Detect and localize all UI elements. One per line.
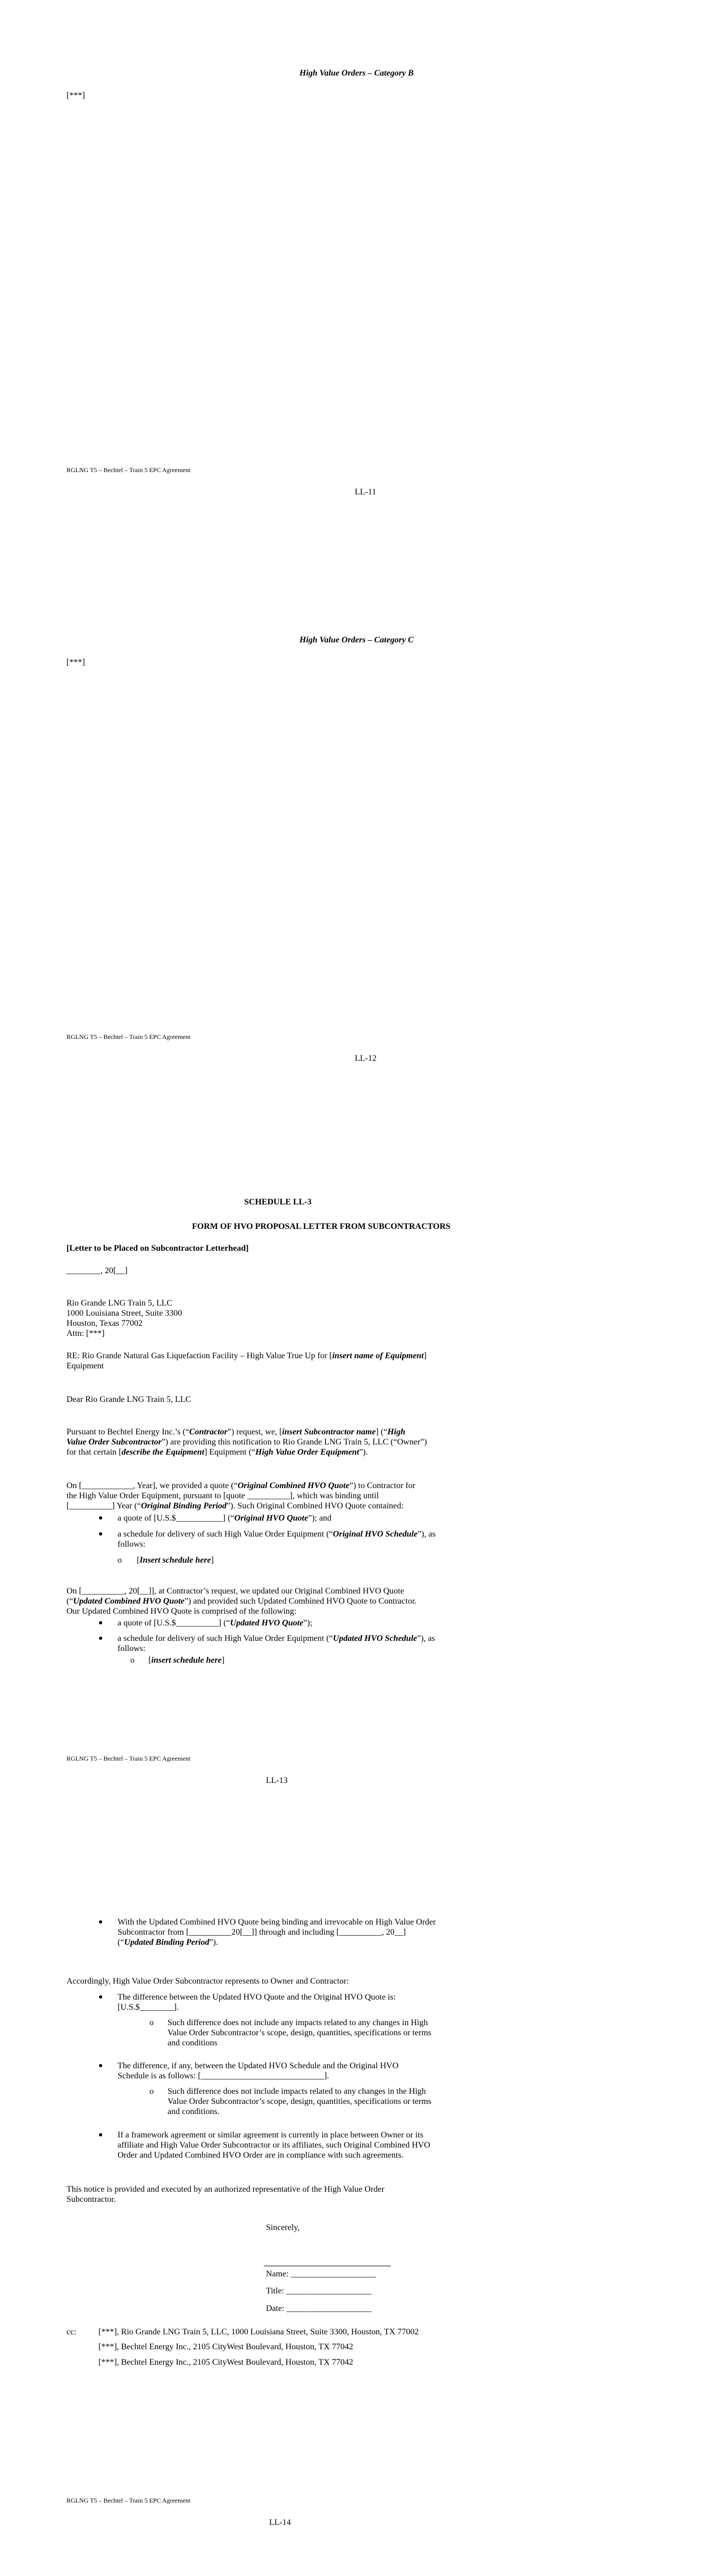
bullet-original-hvo-quote: a quote of [U.S.$___________] (“Original HVO Quote”); and xyxy=(118,1514,332,1523)
sub-bullet-circle-icon: o xyxy=(130,1656,135,1665)
page-number: LL-14 xyxy=(269,2518,291,2527)
bullet-icon: ● xyxy=(98,1530,103,1538)
paragraph-updated-quote: On [__________, 20[__]], at Contractor’s request, we updated our Original Combined HVO Quote (“Updated Combined HVO Quote”) and provided such Updated Combined HVO Quote to Contractor. Our Updated Combined HVO Quote is comprised of the following: xyxy=(66,1587,417,1616)
bullet-schedule-difference: The difference, if any, between the Updated HVO Schedule and the Original HVO Schedule is as follows: [_____________________________]. xyxy=(118,2061,399,2080)
signature-title: Title: ____________________ xyxy=(266,2286,372,2296)
re-line: RE: Rio Grande Natural Gas Liquefaction Facility – High Value True Up for [insert name of Equipment] xyxy=(66,1351,427,1360)
re-line-continued: Equipment xyxy=(66,1361,104,1370)
cc-recipient: [***], Bechtel Energy Inc., 2105 CityWest Boulevard, Houston, TX 77042 xyxy=(98,2342,353,2351)
bullet-icon: ● xyxy=(98,2131,103,2139)
bullet-icon: ● xyxy=(98,1634,103,1642)
signature-date: Date: ____________________ xyxy=(266,2304,372,2313)
accordingly-statement: Accordingly, High Value Order Subcontractor represents to Owner and Contractor: xyxy=(66,1977,349,1986)
bullet-icon: ● xyxy=(98,1993,103,2001)
page-footer: RGLNG T5 – Bechtel – Train 5 EPC Agreement xyxy=(66,1033,191,1041)
address-line: 1000 Louisiana Street, Suite 3300 xyxy=(66,1309,182,1318)
sub-bullet-schedule-difference-note: Such difference does not include impacts related to any changes in the High Value Order Subcontractor’s scope, design, quantities, specifications or terms and conditions. xyxy=(168,2087,432,2116)
bullet-icon: ● xyxy=(98,2062,103,2070)
sub-bullet-circle-icon: o xyxy=(149,2018,154,2027)
signature-name: Name: ____________________ xyxy=(266,2269,376,2278)
salutation: Dear Rio Grande LNG Train 5, LLC xyxy=(66,1395,191,1404)
schedule-title: SCHEDULE LL-3 xyxy=(244,1198,312,1207)
paragraph-original-quote: On [____________, Year], we provided a quote (“Original Combined HVO Quote”) to Contractor for the High Value Order Equipment, pursuant to [quote __________], which was binding until [__________] Year (“Original Binding Period”). Such Original Combined HVO Quote contained: xyxy=(66,1481,415,1510)
address-line: Rio Grande LNG Train 5, LLC xyxy=(66,1299,173,1308)
redacted-placeholder: [***] xyxy=(66,658,85,667)
bullet-updated-binding-period: With the Updated Combined HVO Quote being binding and irrevocable on High Value Order Subcontractor from [__________20[__]] through and including [__________, 20__] (“Updated Binding Period”). xyxy=(118,1918,436,1947)
bullet-framework-agreement: If a framework agreement or similar agreement is currently in place between Owner or its affiliate and High Value Order Subcontractor or its affiliates, such Original Combined HVO Order and Updated Combined HVO Order are in compliance with such agreements. xyxy=(118,2131,430,2160)
page-number: LL-11 xyxy=(355,488,377,497)
cc-recipient: [***], Bechtel Energy Inc., 2105 CityWest Boulevard, Houston, TX 77042 xyxy=(98,2358,353,2367)
bullet-icon: ● xyxy=(98,1918,103,1926)
sub-bullet-circle-icon: o xyxy=(149,2087,154,2096)
page-footer: RGLNG T5 – Bechtel – Train 5 EPC Agreement xyxy=(66,1755,191,1762)
cc-recipient: [***], Rio Grande LNG Train 5, LLC, 1000 Louisiana Street, Suite 3300, Houston, TX 77002 xyxy=(98,2327,419,2336)
address-line: Houston, Texas 77002 xyxy=(66,1319,143,1328)
sub-bullet-insert-schedule: [Insert schedule here] xyxy=(137,1556,214,1565)
bullet-icon: ● xyxy=(98,1514,103,1522)
cc-label: cc: xyxy=(66,2327,77,2336)
paragraph-pursuant: Pursuant to Bechtel Energy Inc.’s (“Contractor”) request, we, [insert Subcontractor name] (“High Value Order Subcontractor”) are providing this notification to Rio Grande LNG Train 5, LLC (“Owner”) for that certain [describe the Equipment] Equipment (“High Value Order Equipment”). xyxy=(66,1427,427,1457)
page-number: LL-13 xyxy=(266,1776,288,1785)
letter-date: ________, 20[__] xyxy=(66,1266,128,1275)
notice-statement: This notice is provided and executed by an authorized representative of the High Value Order Subcontractor. xyxy=(66,2185,385,2204)
letterhead-instruction: [Letter to be Placed on Subcontractor Letterhead] xyxy=(66,1244,249,1253)
bullet-original-hvo-schedule: a schedule for delivery of such High Value Order Equipment (“Original HVO Schedule”), as follows: xyxy=(118,1530,436,1549)
sub-bullet-quote-difference-note: Such difference does not include any impacts related to any changes in High Value Order Subcontractor’s scope, design, quantities, specifications or terms and conditions xyxy=(168,2018,432,2047)
redacted-placeholder: [***] xyxy=(66,91,85,100)
bullet-updated-hvo-quote: a quote of [U.S.$__________] (“Updated HVO Quote”); xyxy=(118,1619,313,1628)
page-footer: RGLNG T5 – Bechtel – Train 5 EPC Agreement xyxy=(66,466,191,474)
page-number: LL-12 xyxy=(355,1054,377,1063)
address-line: Attn: [***] xyxy=(66,1329,105,1338)
sincerely: Sincerely, xyxy=(266,2223,300,2232)
sub-bullet-circle-icon: o xyxy=(118,1556,122,1565)
sub-bullet-insert-schedule: [insert schedule here] xyxy=(148,1656,225,1665)
form-title: FORM OF HVO PROPOSAL LETTER FROM SUBCONTRACTORS xyxy=(192,1222,450,1231)
page-footer: RGLNG T5 – Bechtel – Train 5 EPC Agreement xyxy=(66,2497,191,2504)
page-header-category-b: High Value Orders – Category B xyxy=(299,69,414,78)
page-header-category-c: High Value Orders – Category C xyxy=(299,635,414,645)
address-block xyxy=(66,1298,182,1339)
bullet-updated-hvo-schedule: a schedule for delivery of such High Value Order Equipment (“Updated HVO Schedule”), as follows: xyxy=(118,1634,435,1653)
bullet-quote-difference: The difference between the Updated HVO Quote and the Original HVO Quote is: [U.S.$________]. xyxy=(118,1993,396,2012)
bullet-icon: ● xyxy=(98,1619,103,1627)
